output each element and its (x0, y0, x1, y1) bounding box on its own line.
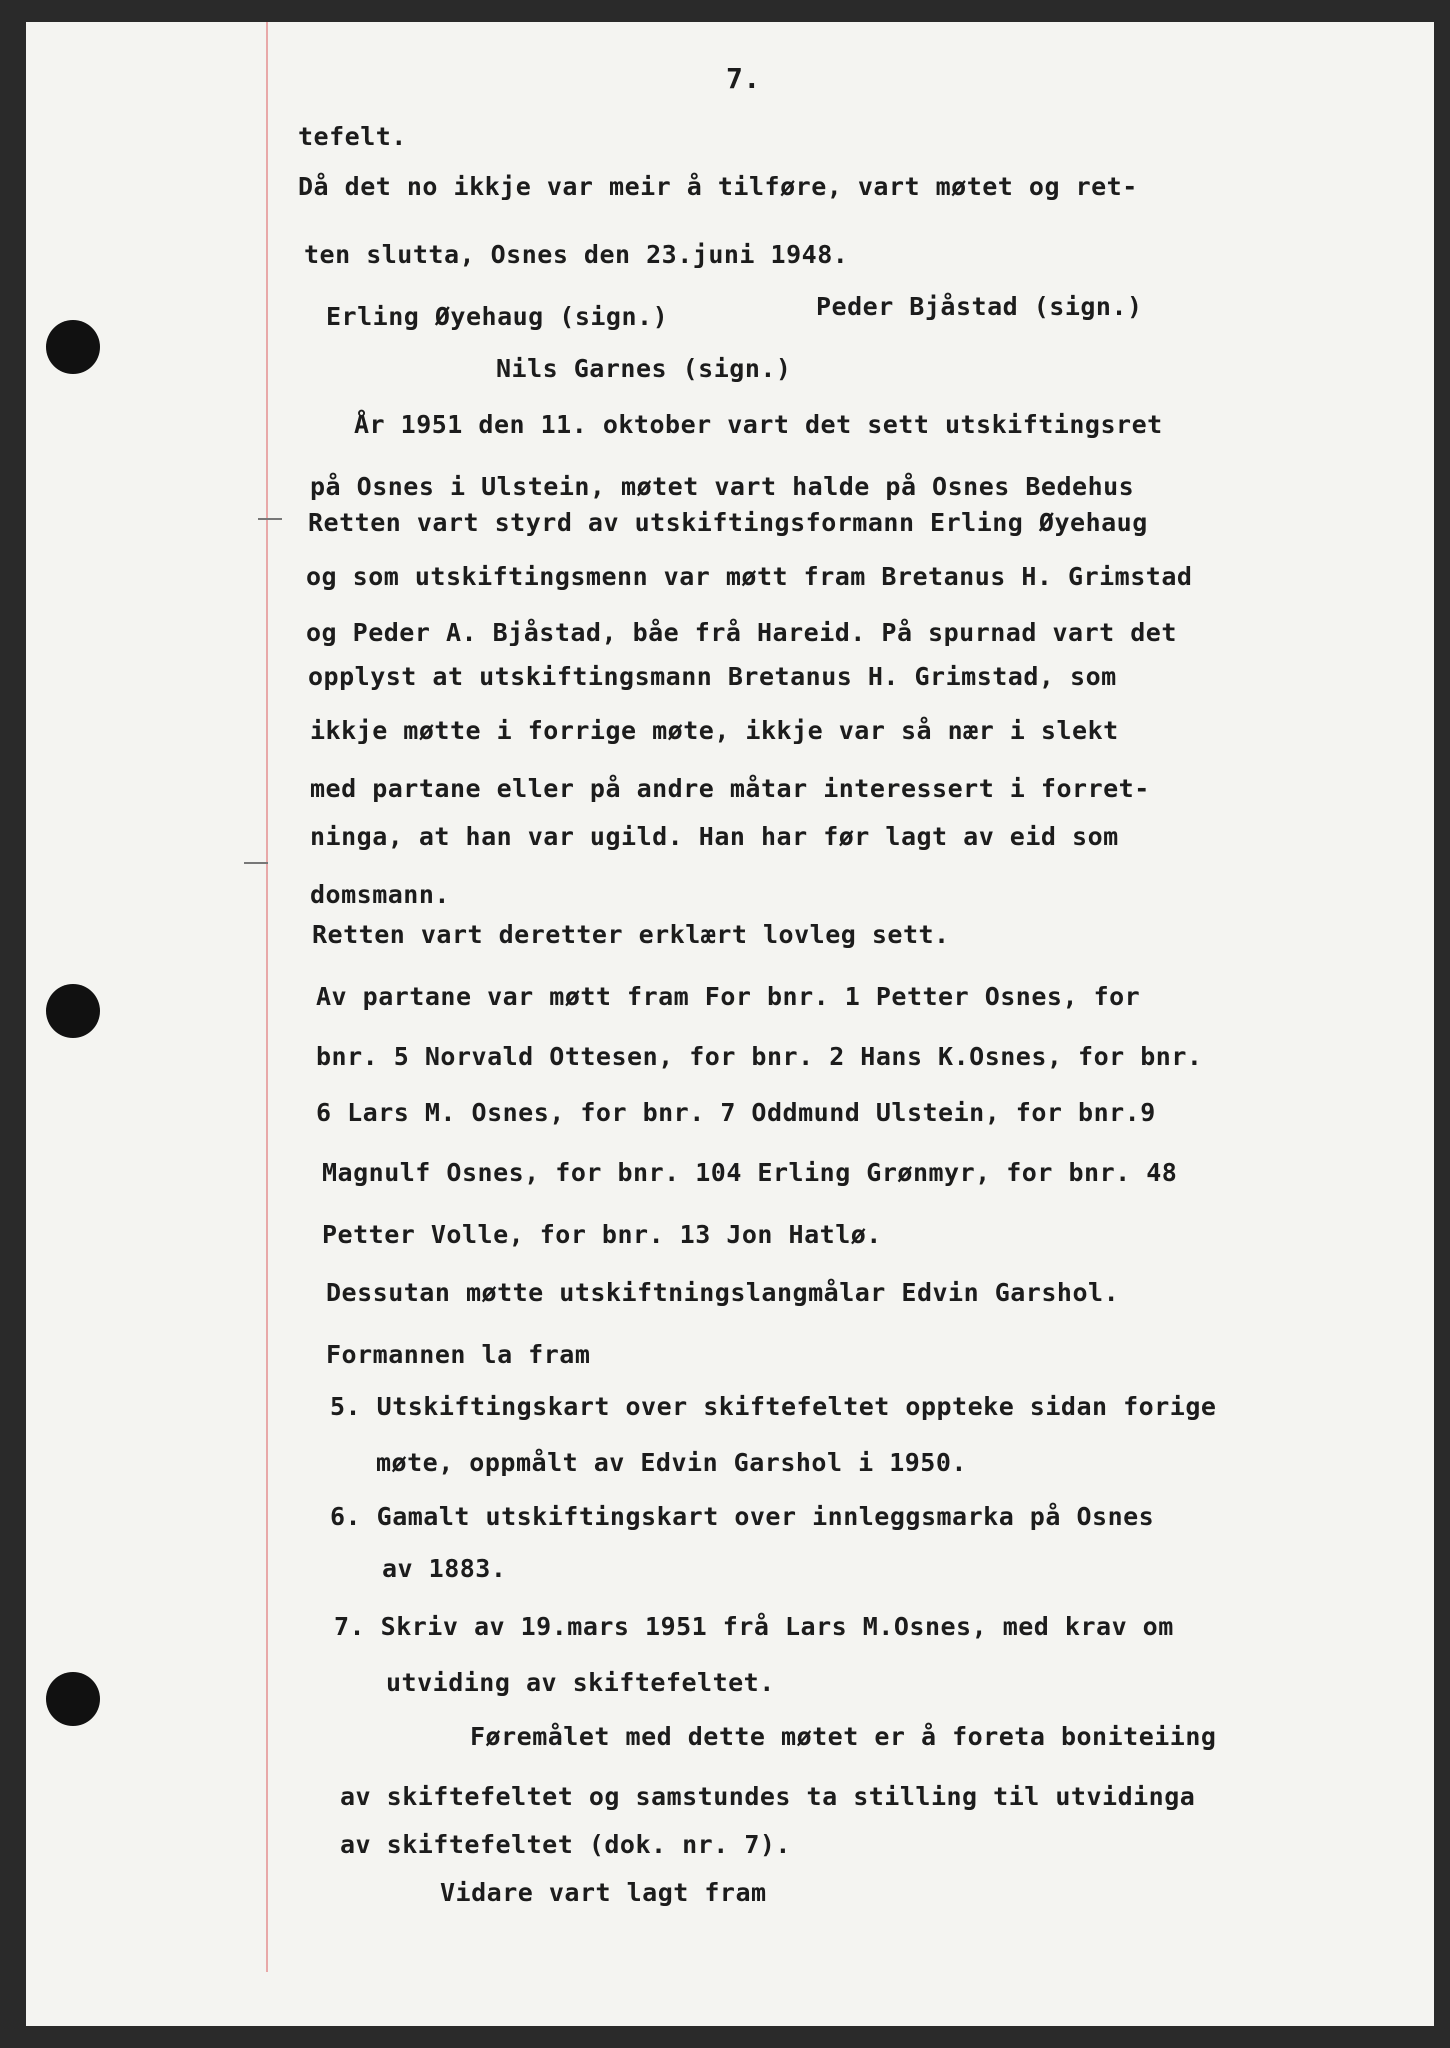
text-line: med partane eller på andre måtar interessert i forret- (310, 774, 1150, 803)
text-line: Då det no ikkje var meir å tilføre, vart møtet og ret- (298, 172, 1138, 201)
text-line: Av partane var møtt fram For bnr. 1 Petter Osnes, for (316, 982, 1141, 1011)
list-item-continuation: av 1883. (382, 1554, 507, 1583)
text-line: og som utskiftingsmenn var møtt fram Bretanus H. Grimstad (306, 562, 1193, 591)
punch-hole (46, 984, 100, 1038)
text-line: 6 Lars M. Osnes, for bnr. 7 Oddmund Ulstein, for bnr.9 (316, 1098, 1156, 1127)
text-line: Retten vart styrd av utskiftingsformann Erling Øyehaug (308, 508, 1148, 537)
list-item: 5. Utskiftingskart over skiftefeltet oppteke sidan forige (330, 1392, 1217, 1421)
text-line: Retten vart deretter erklært lovleg sett. (312, 920, 950, 949)
text-line: av skiftefeltet og samstundes ta stilling til utvidinga (340, 1782, 1196, 1811)
text-line: på Osnes i Ulstein, møtet vart halde på Osnes Bedehus (310, 472, 1135, 501)
signature-line: Nils Garnes (sign.) (496, 354, 792, 383)
bleed-through (306, 116, 1306, 117)
text-line: av skiftefeltet (dok. nr. 7). (340, 1830, 791, 1859)
text-line: og Peder A. Bjåstad, båe frå Hareid. På spurnad vart det (306, 618, 1177, 647)
text-line: ninga, at han var ugild. Han har før lagt av eid som (310, 822, 1119, 851)
page-number: 7. (726, 62, 761, 95)
document-page (26, 22, 1434, 2026)
text-line: Petter Volle, for bnr. 13 Jon Hatlø. (322, 1220, 882, 1249)
punch-hole (46, 1672, 100, 1726)
list-item-continuation: utviding av skiftefeltet. (386, 1668, 775, 1697)
punch-hole (46, 320, 100, 374)
list-item: 7. Skriv av 19.mars 1951 frå Lars M.Osnes, med krav om (334, 1612, 1174, 1641)
signature-line: Erling Øyehaug (sign.) (326, 302, 669, 331)
list-item-continuation: møte, oppmålt av Edvin Garshol i 1950. (376, 1448, 967, 1477)
text-line: tefelt. (298, 122, 407, 151)
margin-tick (258, 518, 282, 520)
text-line: Dessutan møtte utskiftningslangmålar Edvin Garshol. (326, 1278, 1120, 1307)
text-line: Føremålet med dette møtet er å foreta boniteiing (470, 1722, 1217, 1751)
text-line: bnr. 5 Norvald Ottesen, for bnr. 2 Hans K.Osnes, for bnr. (316, 1042, 1203, 1071)
text-line: Formannen la fram (326, 1340, 591, 1369)
margin-tick (244, 862, 268, 864)
text-line: Magnulf Osnes, for bnr. 104 Erling Grønmyr, for bnr. 48 (322, 1158, 1178, 1187)
text-line: opplyst at utskiftingsmann Bretanus H. Grimstad, som (308, 662, 1117, 691)
text-line: ten slutta, Osnes den 23.juni 1948. (304, 240, 849, 269)
text-line: Vidare vart lagt fram (440, 1878, 767, 1907)
text-line: domsmann. (310, 880, 450, 909)
margin-line (266, 22, 268, 1972)
text-line: År 1951 den 11. oktober vart det sett utskiftingsret (354, 410, 1163, 439)
text-line: ikkje møtte i forrige møte, ikkje var så nær i slekt (310, 716, 1119, 745)
signature-line: Peder Bjåstad (sign.) (816, 292, 1143, 321)
list-item: 6. Gamalt utskiftingskart over innleggsmarka på Osnes (330, 1502, 1155, 1531)
